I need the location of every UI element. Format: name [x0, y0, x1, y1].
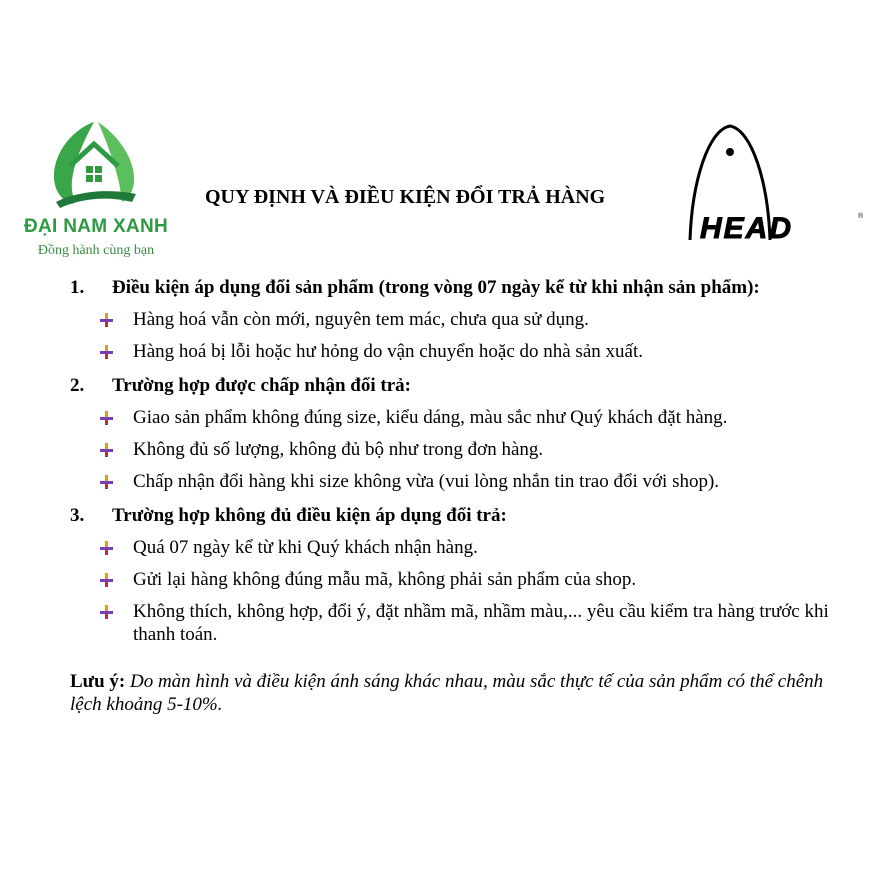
section-number: 3. [70, 505, 85, 526]
pin-bullet-icon [99, 603, 133, 649]
list-item [70, 340, 840, 363]
pin-bullet-icon [99, 539, 133, 562]
note-paragraph [70, 670, 840, 716]
svg-text:®: ® [858, 213, 864, 220]
list-item-text: Quá 07 ngày kể từ khi Quý khách nhận hàng. [133, 537, 478, 558]
policy-content [70, 276, 840, 716]
section-heading-text: Điều kiện áp dụng đổi sản phẩm (trong vòng 07 ngày kể từ khi nhận sản phẩm): [112, 277, 760, 298]
section-number: 2. [70, 375, 85, 396]
section-heading-text: Trường hợp được chấp nhận đổi trả: [112, 375, 411, 396]
note-text: Do màn hình và điều kiện ánh sáng khác nhau, màu sắc thực tế của sản phẩm có thể chênh lệch khoảng 5-10%. [70, 671, 824, 715]
list-item-text: Không đủ số lượng, không đủ bộ như trong đơn hàng. [133, 439, 544, 460]
pin-bullet-icon [99, 343, 133, 366]
pin-bullet-icon [99, 409, 133, 432]
list-item [70, 536, 840, 559]
list-item-text: Không thích, không hợp, đổi ý, đặt nhầm mã, nhầm màu,... yêu cầu kiểm tra hàng trước khi thanh toán. [133, 601, 829, 645]
brand-name: ĐẠI NAM XANH [24, 216, 168, 237]
list-item [70, 406, 840, 429]
section-heading [70, 374, 840, 397]
brand-slogan: Đồng hành cùng bạn [37, 243, 155, 258]
list-item-text: Chấp nhận đổi hàng khi size không vừa (vui lòng nhắn tin trao đổi với shop). [133, 471, 720, 492]
pin-bullet-icon [99, 441, 133, 464]
pin-bullet-icon [99, 473, 133, 496]
section-heading-text: Trường hợp không đủ điều kiện áp dụng đổi trả: [112, 505, 507, 526]
section-number: 1. [70, 277, 85, 298]
list-item [70, 308, 840, 331]
svg-text:HEAD: HEAD [700, 212, 794, 245]
list-item [70, 470, 840, 493]
pin-bullet-icon [99, 571, 133, 594]
list-item [70, 600, 840, 646]
partner-logo [686, 122, 868, 246]
list-item-text: Hàng hoá bị lỗi hoặc hư hỏng do vận chuyển hoặc do nhà sản xuất. [133, 341, 643, 362]
head-racket-logo-icon [686, 122, 868, 246]
list-item-text: Giao sản phẩm không đúng size, kiểu dáng, màu sắc như Quý khách đặt hàng. [133, 407, 728, 428]
note-label: Lưu ý: [70, 671, 126, 692]
section-heading [70, 504, 840, 527]
list-item-text: Gửi lại hàng không đúng mẫu mã, không phải sản phẩm của shop. [133, 569, 637, 590]
list-item-text: Hàng hoá vẫn còn mới, nguyên tem mác, chưa qua sử dụng. [133, 309, 589, 330]
house-leaf-logo-icon [46, 118, 142, 210]
section-heading [70, 276, 840, 299]
brand-logo [14, 118, 174, 268]
list-item [70, 438, 840, 461]
pin-bullet-icon [99, 311, 133, 334]
page-title: QUY ĐỊNH VÀ ĐIỀU KIỆN ĐỔI TRẢ HÀNG [205, 186, 606, 208]
list-item [70, 568, 840, 591]
